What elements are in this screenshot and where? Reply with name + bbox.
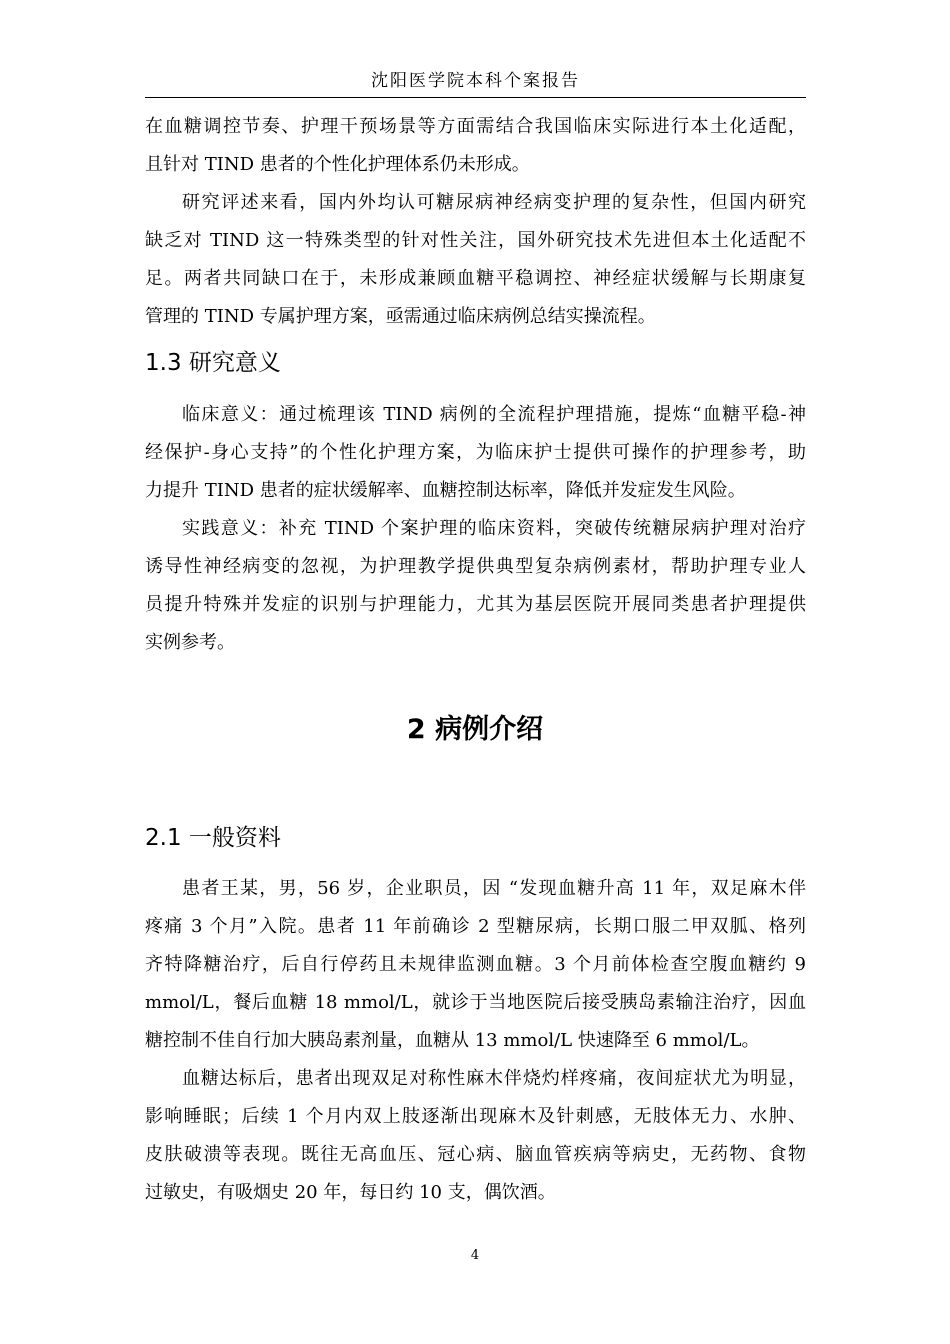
page-number: 4 <box>470 1248 480 1263</box>
section-heading-2-1: 2.1 一般资料 <box>145 825 281 851</box>
text-line: 患者王某，男，56 岁，企业职员，因 “发现血糖升高 11 年，双足麻木伴 <box>182 878 806 899</box>
page-header: 沈阳医学院本科个案报告 <box>145 66 806 98</box>
text-line: 管理的 TIND 专属护理方案，亟需通过临床病例总结实操流程。 <box>145 306 656 327</box>
section-2-1-body <box>145 874 806 1214</box>
text-line: mmol/L，餐后血糖 18 mmol/L，就诊于当地医院后接受胰岛素输注治疗，因血 <box>145 992 806 1013</box>
text-line: 在血糖调控节奏、护理干预场景等方面需结合我国临床实际进行本土化适配， <box>145 116 806 137</box>
text-line: 诱导性神经病变的忽视，为护理教学提供典型复杂病例素材，帮助护理专业人 <box>145 556 806 577</box>
text-line: 实例参考。 <box>145 632 235 653</box>
text-line: 员提升特殊并发症的识别与护理能力，尤其为基层医院开展同类患者护理提供 <box>145 594 806 615</box>
text-line: 糖控制不佳自行加大胰岛素剂量，血糖从 13 mmol/L 快速降至 6 mmol/L。 <box>145 1030 760 1051</box>
text-line: 影响睡眠；后续 1 个月内双上肢逐渐出现麻木及针刺感，无肢体无力、水肿、 <box>145 1106 806 1127</box>
text-line: 齐特降糖治疗，后自行停药且未规律监测血糖。3 个月前体检查空腹血糖约 9 <box>145 954 806 975</box>
text-line: 缺乏对 TIND 这一特殊类型的针对性关注，国外研究技术先进但本土化适配不 <box>145 230 806 251</box>
text-line: 实践意义：补充 TIND 个案护理的临床资料，突破传统糖尿病护理对治疗 <box>182 518 806 539</box>
text-line: 研究评述来看，国内外均认可糖尿病神经病变护理的复杂性，但国内研究 <box>182 192 806 213</box>
text-line: 皮肤破溃等表现。既往无高血压、冠心病、脑血管疾病等病史，无药物、食物 <box>145 1144 806 1165</box>
intro-paragraphs <box>145 112 806 332</box>
text-line: 疼痛 3 个月”入院。患者 11 年前确诊 2 型糖尿病，长期口服二甲双胍、格列 <box>145 916 806 937</box>
text-line: 过敏史，有吸烟史 20 年，每日约 10 支，偶饮酒。 <box>145 1182 556 1203</box>
text-line: 血糖达标后，患者出现双足对称性麻木伴烧灼样疼痛，夜间症状尤为明显， <box>182 1068 806 1089</box>
text-line: 经保护-身心支持”的个性化护理方案，为临床护士提供可操作的护理参考，助 <box>145 442 806 463</box>
section-1-3-body <box>145 400 806 660</box>
text-line: 且针对 TIND 患者的个性化护理体系仍未形成。 <box>145 154 530 175</box>
text-line: 力提升 TIND 患者的症状缓解率、血糖控制达标率，降低并发症发生风险。 <box>145 480 746 501</box>
text-line: 足。两者共同缺口在于，未形成兼顾血糖平稳调控、神经症状缓解与长期康复 <box>145 268 806 289</box>
chapter-heading-2: 2 病例介绍 <box>406 714 544 745</box>
section-heading-1-3: 1.3 研究意义 <box>145 350 281 376</box>
text-line: 临床意义：通过梳理该 TIND 病例的全流程护理措施，提炼“血糖平稳-神 <box>182 404 806 425</box>
